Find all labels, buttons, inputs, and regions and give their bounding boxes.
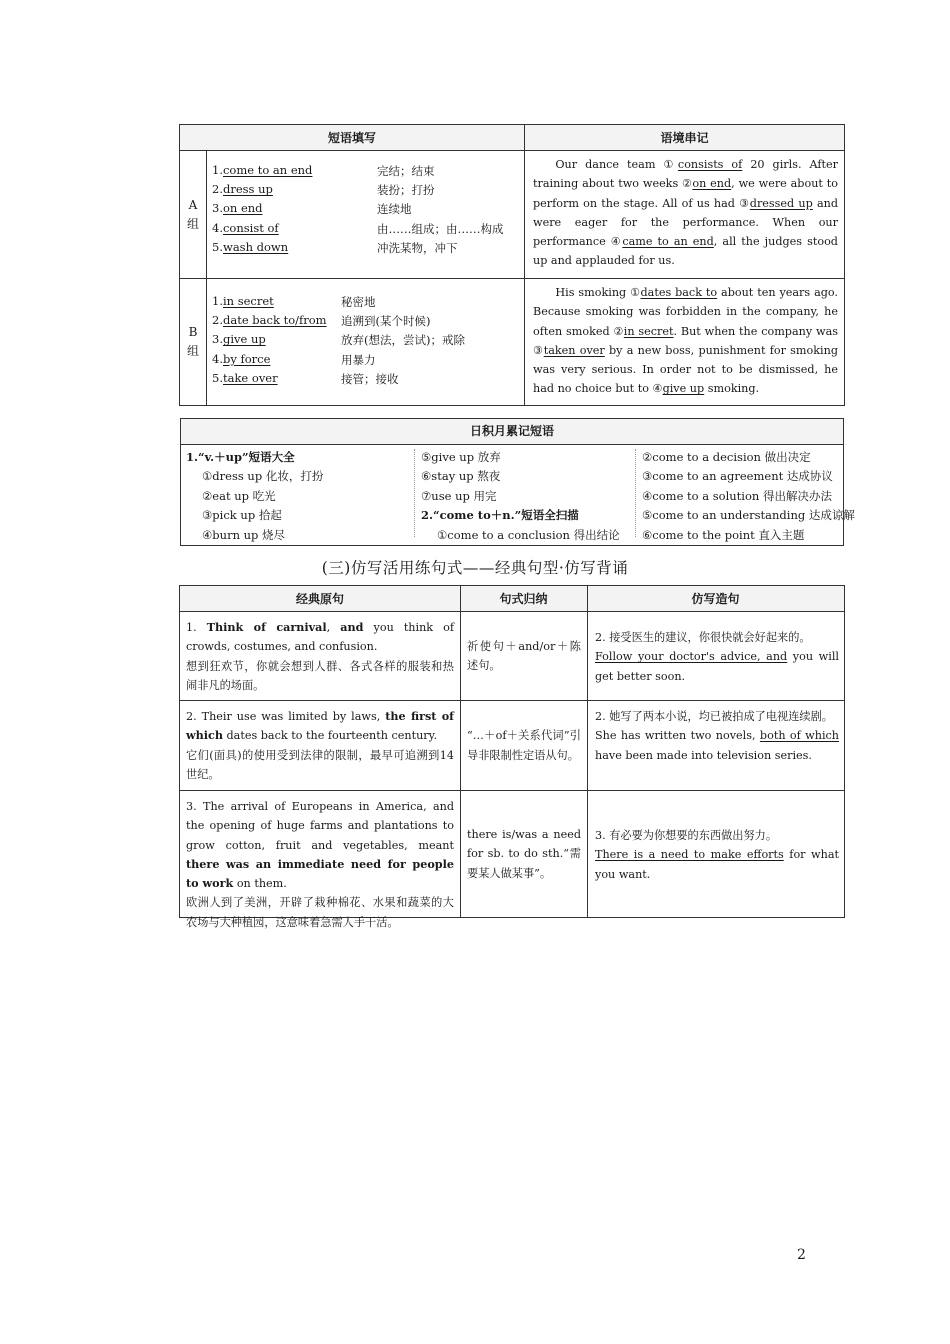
phrase-column-1 [186,448,323,545]
phrase-list-item: 1.“v.＋up”短语大全 [186,450,295,464]
phrase-row: 3.on end 连续地 [212,201,412,217]
phrase-list-item: ②come to a decision 做出决定 [642,450,811,464]
phrase-column-3 [642,448,855,545]
imitation-sentence-2: 2. 她写了两本小说，均已被拍成了电视连续剧。 She has written two novels, both of which have been made into television series. [595,710,839,762]
phrase-list-item: ⑥stay up 熬夜 [421,469,501,484]
phrase-list-item: ⑦use up 用完 [421,488,497,503]
phrase-row: 5.wash down 冲洗某物，冲下 [212,239,458,255]
phrase-list-item: ①come to a conclusion 得出结论 [437,527,620,542]
original-sentence-3: 3. The arrival of Europeans in America, and the opening of huge farms and plantations to grow cotton, fruit and vegetables, meant there was an immediate need for people to work on them. 欧洲人到了美洲，开辟了栽种棉花、水果和蔬菜的大农场与大种植园，这意味着急需人手干活。 [186,800,454,929]
phrase-fill-header: 短语填写 [180,125,525,151]
pattern-3: there is/was a need for sb. to do sth.“需要某人做某事”。 [467,828,581,880]
accumulated-phrases-header: 日积月累记短语 [181,419,843,445]
group-b-label: B组 [180,279,207,405]
imitation-header: 仿写造句 [587,586,844,612]
phrase-row: 1.in secret 秘密地 [212,294,376,309]
group-a-phrases [206,151,525,278]
pattern-2: “…＋of＋关系代词”引导非限制性定语从句。 [467,729,581,762]
phrase-list-item: ③come to an agreement 达成协议 [642,469,833,484]
context-memory-header: 语境串记 [525,125,844,151]
section-title: (三)仿写活用练句式——经典句型·仿写背诵 [321,559,629,577]
imitation-sentence-3: 3. 有必要为你想要的东西做出努力。 There is a need to make efforts for what you want. [595,829,839,881]
phrase-list-item: ⑤come to an understanding 达成谅解 [642,508,855,523]
phrase-list-item: ⑤give up 放弃 [421,450,501,464]
group-b-context-paragraph: His smoking ①dates back to about ten years ago. Because smoking was forbidden in the company, he often smoked ②in secret. But when the company was ③taken over by a new boss, punishment for smoking was very serious. In order not to be dismissed, he had no choice but to ④give up smoking. [533,286,838,396]
group-a [180,151,844,279]
phrase-row: 4.consist of 由……组成；由……构成 [212,220,504,236]
original-sentence-2: 2. Their use was limited by laws, the first of which dates back to the fourteenth century. 它们(面具)的使用受到法律的限制，最早可追溯到14世纪。 [186,709,454,781]
phrase-column-2 [421,448,620,545]
group-a-label: A组 [180,151,207,278]
phrase-list-item: ①dress up 化妆，打扮 [202,469,324,484]
phrase-row: 2.dress up 装扮；打扮 [212,182,435,198]
phrase-list-item: ⑥come to the point 直入主题 [642,527,805,542]
imitation-sentence-1: 2. 接受医生的建议，你很快就会好起来的。 Follow your doctor's advice, and you will get better soon. [595,631,839,683]
sentence-pattern-table [179,585,845,929]
original-sentence-1: 1. Think of carnival, and you think of crowds, costumes, and confusion. 想到狂欢节，你就会想到人群、各式各样的服装和热闹非凡的场面。 [186,620,454,692]
original-sentence-header: 经典原句 [180,586,460,612]
phrase-list-item: ④come to a solution 得出解决办法 [642,488,832,503]
page-number: 2 [797,1247,806,1263]
phrase-row: 2.date back to/from 追溯到(某个时候) [212,313,431,329]
group-a-context-paragraph: Our dance team ①consists of 20 girls. After training about two weeks ②on end, we were about to perform on the stage. All of us had ③dressed up and were eager for the performance. When our performance ④came to an end, all the judges stood up and applauded for us. [533,158,839,268]
phrase-list-item: ②eat up 吃光 [202,488,276,503]
phrase-list-item: ③pick up 拾起 [202,508,282,523]
phrase-table [179,124,845,406]
phrase-row: 3.give up 放弃(想法，尝试)；戒除 [212,332,465,348]
pattern-summary-header: 句式归纳 [460,586,587,612]
group-b [180,279,844,405]
phrase-list-item: ④burn up 烧尽 [202,527,286,542]
accumulated-phrases-table [180,418,855,546]
phrase-row: 1.come to an end 完结；结束 [212,163,435,178]
phrase-list-item: 2.“come to＋n.”短语全扫描 [421,508,579,523]
phrase-row: 4.by force 用暴力 [212,351,376,367]
pattern-1: 祈使句＋and/or＋陈述句。 [467,639,581,672]
phrase-row: 5.take over 接管；接收 [212,370,399,386]
group-b-phrases [206,279,525,405]
